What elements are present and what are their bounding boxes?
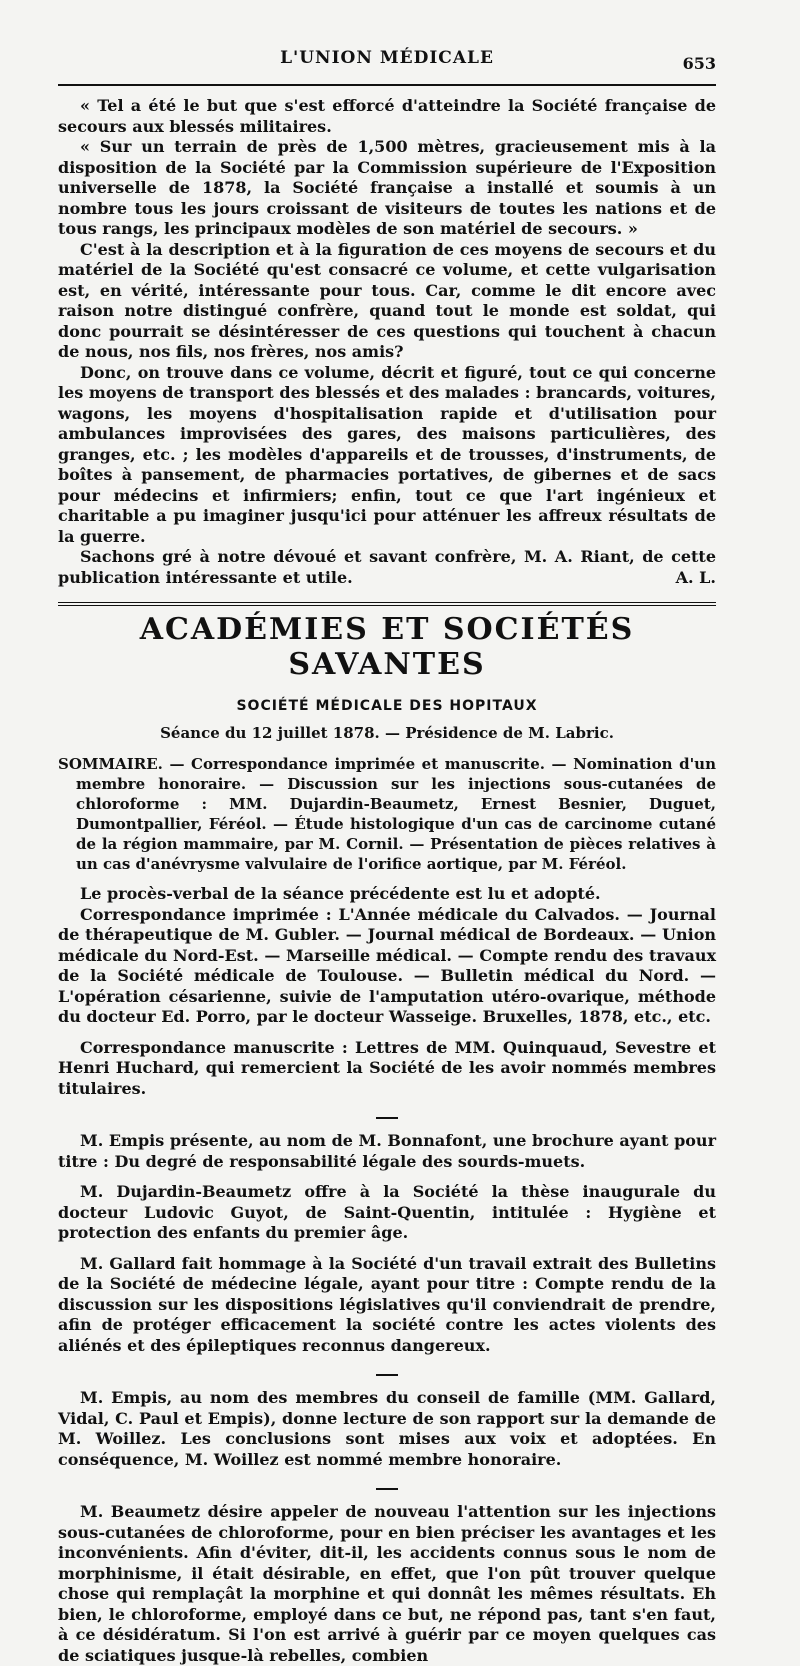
running-head <box>58 48 716 78</box>
section-rule <box>58 602 716 606</box>
minutes-paragraph: M. Dujardin-Beaumetz offre à la Société la thèse inaugurale du docteur Ludovic Guyot, de Saint-Quentin, intitulée : Hygiène et protection des enfants du premier âge. <box>58 1182 716 1242</box>
article-closing-paragraph <box>58 547 716 588</box>
article-paragraph: Donc, on trouve dans ce volume, décrit et figuré, tout ce qui concerne les moyens de transport des blessés et des malades : brancards, voitures, wagons, les moyens d'hospitalisation rapide et d'utilisation pour ambulances improvisées des gares, des maisons particulières, des granges, etc. ; les modèles d'appareils et de trousses, d'instruments, de boîtes à pansement, de pharmacies portatives, de gibernes et de sacs pour médecins et infirmiers; enfin, tout ce que l'art ingénieux et charitable a pu imaginer jusqu'ici pour atténuer les affreux résultats de la guerre. <box>58 362 716 546</box>
article-paragraph: « Tel a été le but que s'est efforcé d'atteindre la Société française de secours aux blessés militaires. <box>58 96 716 136</box>
summary-block <box>58 754 716 874</box>
article-paragraph: C'est à la description et à la figuration de ces moyens de secours et du matériel de la Société qu'est consacré ce volume, et cette vulgarisation est, en vérité, intéressante pour tous. Car, comme le dit encore avec raison notre distingué confrère, quand tout le monde est soldat, qui donc pourrait se désintéresser de ces questions qui touchent à chacun de nous, nos fils, nos frères, nos amis? <box>58 239 716 361</box>
minutes-paragraph: Correspondance manuscrite : Lettres de MM. Quinquaud, Sevestre et Henri Huchard, qui remercient la Société de les avoir nommés membres titulaires. <box>58 1037 716 1098</box>
author-initials: A. L. <box>675 567 716 587</box>
minutes-paragraph: M. Gallard fait hommage à la Société d'un travail extrait des Bulletins de la Société de médecine légale, ayant pour titre : Compte rendu de la discussion sur les dispositions législatives qu'il conviendrait de prendre, afin de protéger efficacement la société contre les actes violents des aliénés et des épileptiques reconnus dangereux. <box>58 1253 716 1355</box>
minutes-paragraph: M. Empis présente, au nom de M. Bonnafont, une brochure ayant pour titre : Du degré de responsabilité légale des sourds-muets. <box>58 1131 716 1171</box>
summary-label: SOMMAIRE. <box>58 755 163 773</box>
minutes-paragraph: Le procès-verbal de la séance précédente est lu et adopté. <box>80 884 601 903</box>
separator-dash <box>376 1488 398 1490</box>
separator-dash <box>376 1374 398 1376</box>
minutes-paragraph: M. Empis, au nom des membres du conseil de famille (MM. Gallard, Vidal, C. Paul et Empis), donne lecture de son rapport sur la demande de M. Woillez. Les conclusions sont mises aux voix et adoptées. En conséquence, M. Woillez est nommé membre honoraire. <box>58 1388 716 1469</box>
minutes-paragraph: Correspondance imprimée : L'Année médicale du Calvados. — Journal de thérapeutique de M. Gubler. — Journal médical de Bordeaux. — Union médicale du Nord-Est. — Marseille médical. — Compte rendu des travaux de la Société médicale de Toulouse. — Bulletin médical du Nord. — L'opération césarienne, suivie de l'amputation utéro-ovarique, méthode du docteur Ed. Porro, par le docteur Wasseige. Bruxelles, 1878, etc., etc. <box>58 904 716 1026</box>
header-rule <box>58 84 716 86</box>
journal-title: L'UNION MÉDICALE <box>280 48 494 68</box>
summary-text: — Correspondance imprimée et manuscrite. — Nomination d'un membre honoraire. — Discussion sur les injections sous-cutanées de chloroforme : MM. Dujardin-Beaumetz, Ernest Besnier, Duguet, Dumontpallier, Féréol. — Étude histologique d'un cas de carcinome cutané de la région mammaire, par M. Cornil. — Présentation de pièces relatives à un cas d'anévrysme valvulaire de l'orifice aortique, par M. Féréol. <box>76 755 716 873</box>
page-number: 653 <box>682 54 716 73</box>
society-name: SOCIÉTÉ MÉDICALE DES HOPITAUX <box>236 698 538 714</box>
article-paragraph: « Sur un terrain de près de 1,500 mètres, gracieusement mis à la disposition de la Société par la Commission supérieure de l'Exposition universelle de 1878, la Société française a installé et soumis à un nombre tous les jours croissant de visiteurs de toutes les nations et de tous rangs, les principaux modèles de son matériel de secours. » <box>58 137 716 238</box>
minutes-paragraph: M. Beaumetz désire appeler de nouveau l'attention sur les injections sous-cutanées de chloroforme, pour en bien préciser les avantages et les inconvénients. Afin d'éviter, dit-il, les accidents connus sous le nom de morphinisme, il était désirable, en effet, que l'on pût trouver quelque chose qui remplaçât la morphine et qui donnât les mêmes résultats. Eh bien, le chloroforme, employé dans ce but, ne répond pas, tant s'en faut, à ce désidératum. Si l'on est arrivé à guérir par ce moyen quelques cas de sciatiques jusque-là rebelles, combien <box>58 1502 716 1665</box>
article-closing-text: Sachons gré à notre dévoué et savant confrère, M. A. Riant, de cette publication intéressante et utile. <box>58 547 716 587</box>
section-title: ACADÉMIES ET SOCIÉTÉS SAVANTES <box>139 612 635 682</box>
session-line: Séance du 12 juillet 1878. — Présidence de M. Labric. <box>160 724 614 742</box>
separator-dash <box>376 1117 398 1119</box>
